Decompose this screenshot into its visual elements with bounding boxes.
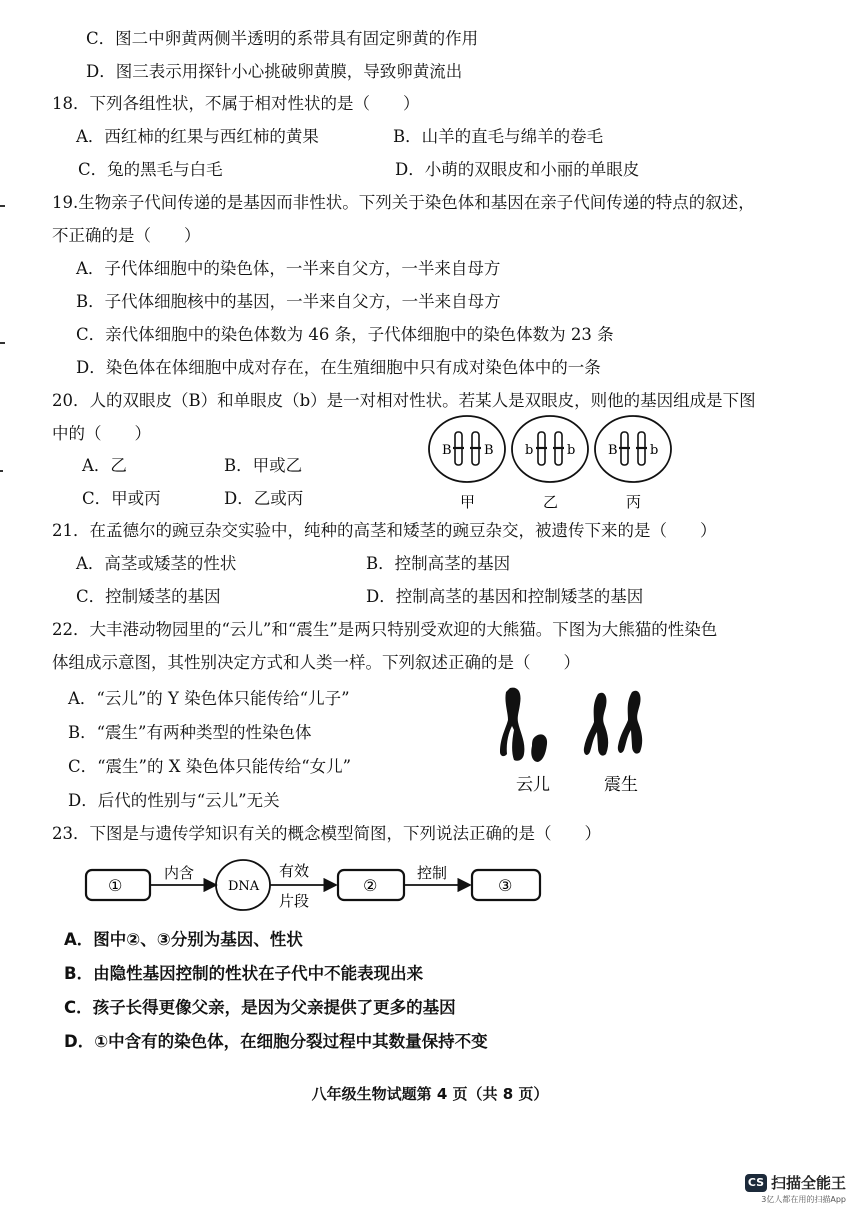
gene-label: b bbox=[567, 443, 576, 458]
option-b-q19: B．子代体细胞核中的基因，一半来自父方，一半来自母方 bbox=[76, 292, 501, 311]
question-22-line2: 体组成示意图，其性别决定方式和人类一样。下列叙述正确的是（ ） bbox=[52, 653, 580, 672]
option-a-q23: A．图中②、③分别为基因、性状 bbox=[64, 930, 303, 949]
question-19-line2: 不正确的是（ ） bbox=[52, 226, 201, 245]
option-c-q18: C．兔的黑毛与白毛 bbox=[78, 160, 223, 179]
arrow-2-bottom-label: 片段 bbox=[279, 892, 310, 910]
scanner-watermark bbox=[745, 1172, 846, 1205]
cell-bing bbox=[595, 416, 671, 511]
option-c-q21: C．控制矮茎的基因 bbox=[76, 587, 221, 606]
option-a-q18: A．西红柿的红果与西红柿的黄果 bbox=[76, 127, 319, 146]
option-d-q23: D．①中含有的染色体，在细胞分裂过程中其数量保持不变 bbox=[64, 1032, 488, 1051]
question-18: 18．下列各组性状，不属于相对性状的是（ ） bbox=[52, 94, 420, 113]
option-b-q21: B．控制高茎的基因 bbox=[366, 554, 511, 573]
option-a-q20: A．乙 bbox=[82, 456, 127, 475]
genotype-figure bbox=[425, 412, 680, 512]
chromosome-x-yuner bbox=[500, 688, 524, 761]
cell-yi bbox=[512, 416, 588, 511]
gene-label: B bbox=[484, 443, 494, 458]
option-d-q21: D．控制高茎的基因和控制矮茎的基因 bbox=[366, 587, 644, 606]
option-a-q21: A．高茎或矮茎的性状 bbox=[76, 554, 237, 573]
scan-mark bbox=[0, 205, 5, 207]
question-22: 22．大丰港动物园里的“云儿”和“震生”是两只特别受欢迎的大熊猫。下图为大熊猫的性染色 bbox=[52, 620, 718, 639]
cell-jia bbox=[429, 416, 505, 511]
option-d-q22: D．后代的性别与“云儿”无关 bbox=[68, 791, 280, 810]
cell-label: 甲 bbox=[460, 493, 476, 511]
option-c-q22: C．“震生”的 X 染色体只能传给“女儿” bbox=[68, 757, 352, 776]
option-d-q20: D．乙或丙 bbox=[224, 489, 304, 508]
arrow-2-top-label: 有效 bbox=[279, 862, 310, 880]
box-2-label: ② bbox=[363, 876, 378, 895]
page-footer: 八年级生物试题第 4 页（共 8 页） bbox=[311, 1085, 549, 1103]
gene-label: b bbox=[650, 443, 659, 458]
yuner-label: 云儿 bbox=[516, 775, 550, 795]
option-d-q18: D．小萌的双眼皮和小丽的单眼皮 bbox=[395, 160, 640, 179]
question-19: 19.生物亲子代间传递的是基因而非性状。下列关于染色体和基因在亲子代间传递的特点的叙述， bbox=[52, 193, 755, 212]
option-c-q20: C．甲或丙 bbox=[82, 489, 161, 508]
question-21: 21．在孟德尔的豌豆杂交实验中，纯种的高茎和矮茎的豌豆杂交，被遗传下来的是（ ） bbox=[52, 521, 717, 540]
option-c-q23: C．孩子长得更像父亲，是因为父亲提供了更多的基因 bbox=[64, 998, 456, 1017]
box-3-label: ③ bbox=[498, 876, 513, 895]
concept-model-figure bbox=[80, 856, 550, 912]
zhensheng-label: 震生 bbox=[604, 775, 638, 795]
arrow-3-label: 控制 bbox=[417, 864, 448, 882]
scan-mark bbox=[0, 470, 3, 472]
arrow-1-label: 内含 bbox=[164, 864, 195, 882]
gene-label: b bbox=[525, 443, 534, 458]
option-c-q17: C．图二中卵黄两侧半透明的系带具有固定卵黄的作用 bbox=[86, 29, 479, 48]
option-c-q19: C．亲代体细胞中的染色体数为 46 条，子代体细胞中的染色体数为 23 条 bbox=[76, 325, 614, 344]
question-20: 20．人的双眼皮（B）和单眼皮（b）是一对相对性状。若某人是双眼皮，则他的基因组成是下图 bbox=[52, 391, 756, 410]
gene-label: B bbox=[442, 443, 452, 458]
option-b-q22: B．“震生”有两种类型的性染色体 bbox=[68, 723, 312, 742]
question-20-line2: 中的（ ） bbox=[52, 424, 151, 443]
watermark-brand: 扫描全能王 bbox=[770, 1174, 846, 1192]
option-a-q19: A．子代体细胞中的染色体，一半来自父方，一半来自母方 bbox=[76, 259, 501, 278]
panda-chromosome-figure bbox=[498, 682, 668, 802]
option-a-q22: A．“云儿”的 Y 染色体只能传给“儿子” bbox=[68, 689, 350, 708]
camscanner-logo-icon: CS bbox=[745, 1174, 767, 1192]
gene-label: B bbox=[608, 443, 618, 458]
question-23: 23．下图是与遗传学知识有关的概念模型简图，下列说法正确的是（ ） bbox=[52, 824, 601, 843]
option-b-q23: B．由隐性基因控制的性状在子代中不能表现出来 bbox=[64, 964, 424, 983]
dna-label: DNA bbox=[228, 879, 260, 894]
box-1-label: ① bbox=[108, 876, 123, 895]
chromosome-x-zhensheng-2 bbox=[618, 691, 642, 754]
option-d-q17: D．图三表示用探针小心挑破卵黄膜，导致卵黄流出 bbox=[86, 62, 463, 81]
chromosome-x-zhensheng-1 bbox=[584, 693, 608, 756]
cell-label: 乙 bbox=[543, 493, 559, 511]
option-b-q20: B．甲或乙 bbox=[224, 456, 303, 475]
scan-mark bbox=[0, 342, 5, 344]
option-d-q19: D．染色体在体细胞中成对存在，在生殖细胞中只有成对染色体中的一条 bbox=[76, 358, 601, 377]
option-b-q18: B．山羊的直毛与绵羊的卷毛 bbox=[393, 127, 604, 146]
chromosome-y-yuner bbox=[531, 734, 547, 762]
cell-label: 丙 bbox=[626, 493, 642, 511]
watermark-subtitle: 3亿人都在用的扫描App bbox=[761, 1195, 846, 1204]
